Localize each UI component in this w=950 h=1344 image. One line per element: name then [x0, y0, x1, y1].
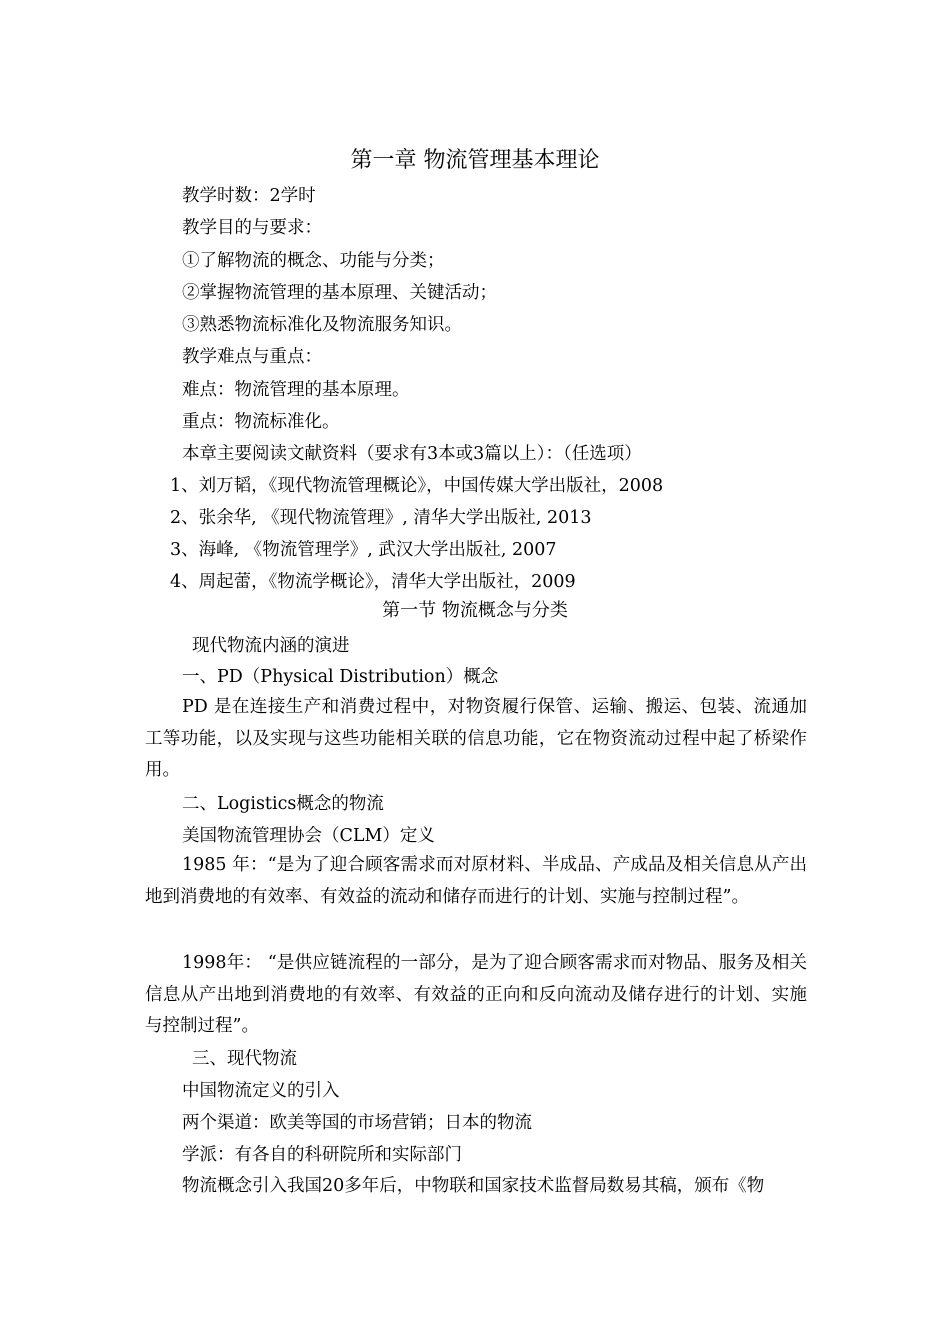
last-line-text: 物流概念引入我国20多年后，中物联和国家技术监督局数易其稿，颁布《物 [182, 1176, 765, 1196]
logistics-heading: 二、Logistics概念的物流 [182, 794, 384, 814]
clm-heading: 美国物流管理协会（CLM）定义 [182, 826, 435, 846]
goals-heading: 教学目的与要求： [182, 218, 322, 238]
goal-item: ②掌握物流管理的基本原理、关键活动； [182, 283, 497, 303]
evolution-heading: 现代物流内涵的演进 [192, 636, 350, 656]
modern-heading: 三、现代物流 [192, 1049, 297, 1069]
reference-item: 3、海峰, 《物流管理学》, 武汉大学出版社, 2007 [170, 540, 557, 560]
reference-item: 4、周起蕾，《物流学概论》，清华大学出版社，2009 [170, 572, 576, 592]
reference-item: 2、张余华, 《现代物流管理》, 清华大学出版社, 2013 [170, 508, 592, 528]
pd-heading: 一、PD（Physical Distribution）概念 [182, 667, 499, 687]
china-intro-heading: 中国物流定义的引入 [182, 1081, 340, 1101]
definition-1998: 1998年： “是供应链流程的一部分，是为了迎合顾客需求而对物品、服务及相关信息从产出地到消费地的有效率、有效益的正向和反向流动及储存进行的计划、实施与控制过程”。 [145, 953, 807, 1036]
pd-paragraph: PD 是在连接生产和消费过程中，对物资履行保管、运输、搬运、包装、流通加工等功能，以及实现与这些功能相关联的信息功能，它在物资流动过程中起了桥梁作用。 [145, 697, 807, 780]
difficulty-heading: 教学难点与重点： [182, 347, 322, 367]
definition-1985: 1985 年：“是为了迎合顾客需求而对原材料、半成品、产成品及相关信息从产出地到消费地的有效率、有效益的流动和储存而进行的计划、实施与控制过程”。 [145, 855, 807, 907]
goal-item: ①了解物流的概念、功能与分类； [182, 251, 445, 271]
key-point-text: 重点：物流标准化。 [182, 412, 340, 432]
channels-text: 两个渠道：欧美等国的市场营销；日本的物流 [182, 1113, 532, 1133]
chapter-title: 第一章 物流管理基本理论 [350, 148, 600, 173]
goal-item: ③熟悉物流标准化及物流服务知识。 [182, 315, 462, 335]
reference-item: 1、刘万韬，《现代物流管理概论》，中国传媒大学出版社，2008 [170, 476, 664, 496]
teaching-hours: 教学时数：2学时 [182, 186, 316, 206]
schools-text: 学派：有各自的科研院所和实际部门 [182, 1145, 462, 1165]
difficulty-text: 难点：物流管理的基本原理。 [182, 380, 410, 400]
reading-heading: 本章主要阅读文献资料（要求有3本或3篇以上）：（任选项） [182, 444, 642, 464]
section-title: 第一节 物流概念与分类 [382, 600, 568, 621]
